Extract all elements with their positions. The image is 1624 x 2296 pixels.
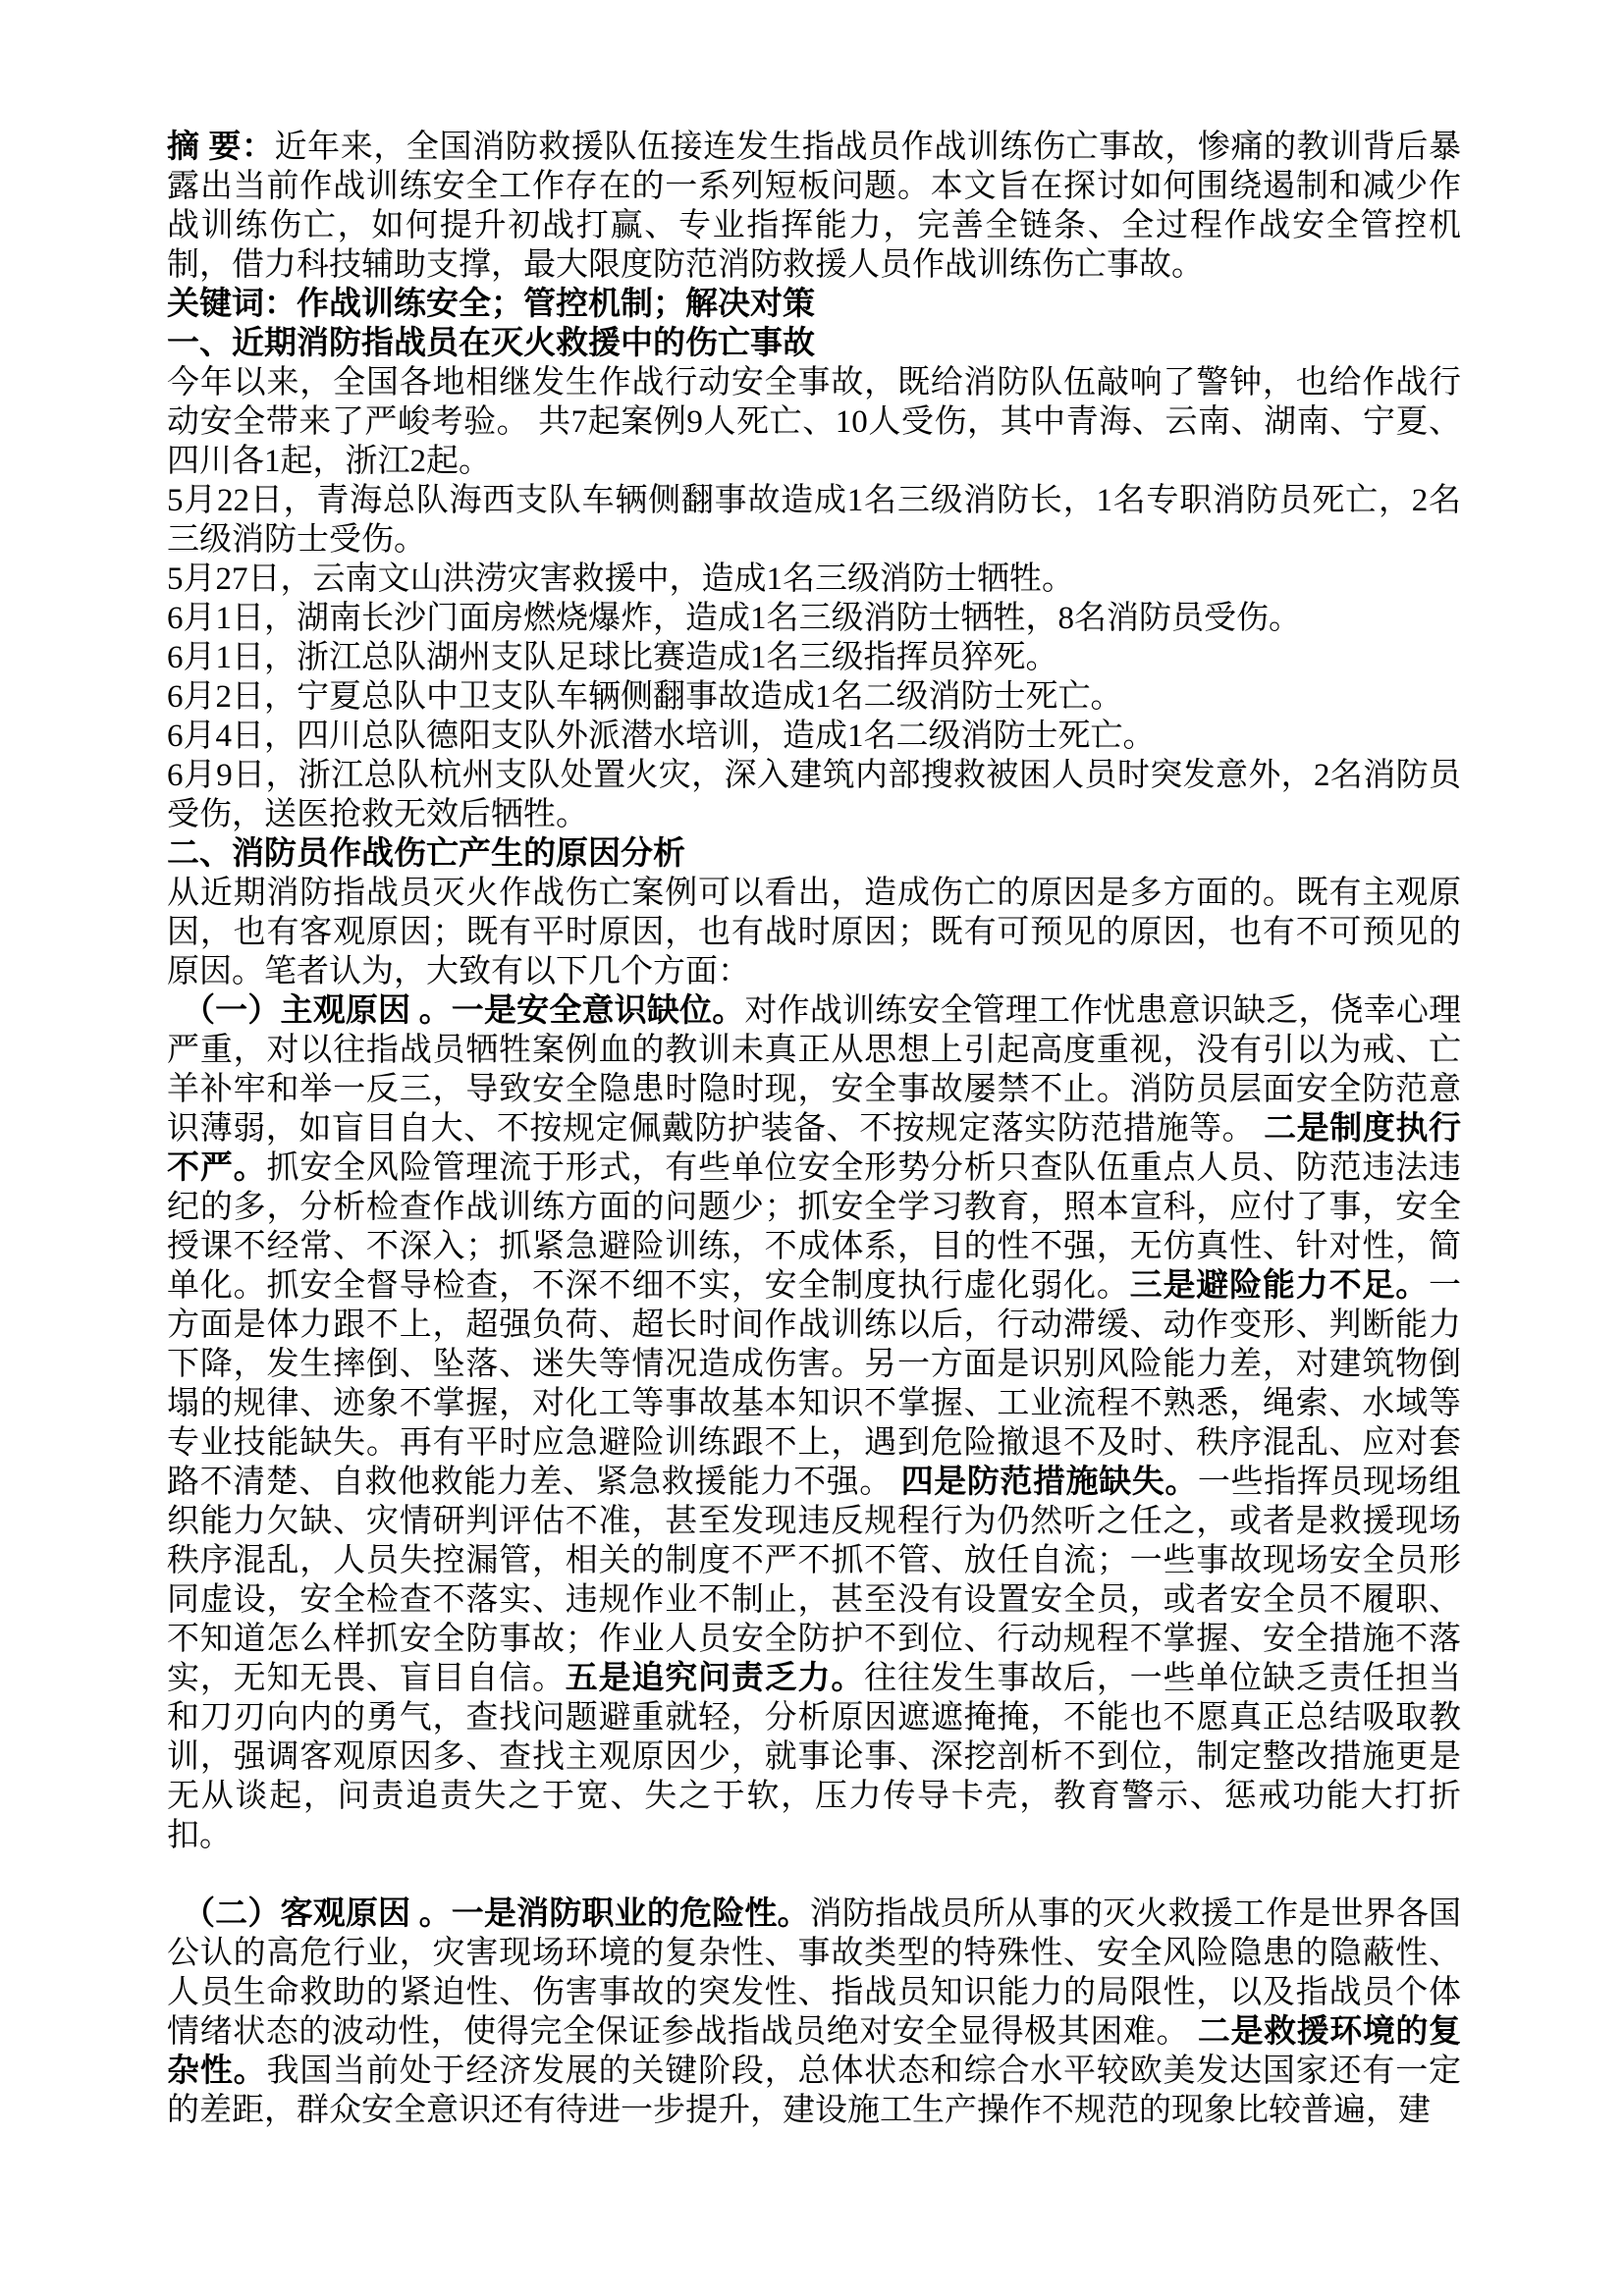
text-run: 6月1日，浙江总队湖州支队足球比赛造成1名三级指挥员猝死。 <box>167 640 1058 675</box>
bold-text-run: 五是追究问责乏力。 <box>565 1661 865 1696</box>
paragraph-keywords <box>167 285 1461 324</box>
text-run: 5月27日，云南文山洪涝灾害救援中，造成1名三级消防士牺牲。 <box>167 561 1074 597</box>
text-run: 6月1日，湖南长沙门面房燃烧爆炸，造成1名三级消防士牺牲，8名消防员受伤。 <box>167 601 1301 636</box>
bold-text-run: 摘 要： <box>167 130 275 165</box>
text-run: 往往发生事故后，一些单位缺乏责任担当和刀刃向内的勇气，查找问题避重就轻，分析原因遮遮掩掩，不能也不愿真正总结吸取教训，强调客观原因多、查找主观原因少，就事论事、深挖剖析不到位，制定整改措施更是无从谈起，问责追责失之于宽、失之于软，压力传导卡壳，教育警示、惩戒功能大打折扣。 <box>167 1661 1462 1853</box>
text-run: 从近期消防指战员灭火作战伤亡案例可以看出，造成伤亡的原因是多方面的。既有主观原因，也有客观原因；既有平时原因，也有战时原因；既有可预见的原因，也有不可预见的原因。笔者认为，大致有以下几个方面： <box>167 876 1461 989</box>
paragraph-section1-overview <box>167 363 1461 481</box>
bold-text-run: 二、消防员作战伤亡产生的原因分析 <box>167 836 685 872</box>
paragraph-analysis-intro <box>167 874 1461 991</box>
paragraph-heading-section-1 <box>167 324 1461 363</box>
text-run: 6月9日，浙江总队杭州支队处置火灾，深入建筑内部搜救被困人员时突发意外，2名消防员受伤，送医抢救无效后牺牲。 <box>167 758 1461 832</box>
bold-text-run: 二是救援环境的复杂性。 <box>167 2014 1462 2089</box>
text-run: 一方面是体力跟不上，超强负荷、超长时间作战训练以后，行动滞缓、动作变形、判断能力下降，发生摔倒、坠落、迷失等情况造成伤害。另一方面是识别风险能力差，对建筑物倒塌的规律、迹象不掌握，对化工等事故基本知识不掌握、工业流程不熟悉，绳索、水域等专业技能缺失。再有平时应急避险训练跟不上，遇到危险撤退不及时、秩序混乱、应对套路不清楚、自救他救能力差、紧急救援能力不强。 <box>167 1268 1462 1500</box>
text-run: 今年以来，全国各地相继发生作战行动安全事故，既给消防队伍敲响了警钟，也给作战行动安全带来了严峻考验。 共7起案例9人死亡、10人受伤，其中青海、云南、湖南、宁夏、四川各1起，浙江2起。 <box>167 365 1461 479</box>
bold-text-run: 四是防范措施缺失。 <box>900 1465 1198 1500</box>
text-run: 近年来，全国消防救援队伍接连发生指战员作战训练伤亡事故，惨痛的教训背后暴露出当前作战训练安全工作存在的一系列短板问题。本文旨在探讨如何围绕遏制和减少作战训练伤亡，如何提升初战打赢、专业指挥能力，完善全链条、全过程作战安全管控机制，借力科技辅助支撑，最大限度防范消防救援人员作战训练伤亡事故。 <box>167 130 1462 283</box>
text-run: 6月2日，宁夏总队中卫支队车辆侧翻事故造成1名二级消防士死亡。 <box>167 679 1123 715</box>
paragraph-heading-section-2 <box>167 834 1461 874</box>
paragraph-abstract <box>167 128 1461 285</box>
paragraph-spacer <box>167 1855 1461 1895</box>
bold-text-run: 一、近期消防指战员在灭火救援中的伤亡事故 <box>167 326 815 361</box>
paragraph-case-june-1-zhejiang <box>167 638 1461 677</box>
paragraph-case-may-27 <box>167 560 1461 599</box>
bold-text-run: 关键词：作战训练安全；管控机制；解决对策 <box>167 287 815 322</box>
text-run: 我国当前处于经济发展的关键阶段，总体状态和综合水平较欧美发达国家还有一定的差距，群众安全意识还有待进一步提升，建设施工生产操作不规范的现象比较普遍，建 <box>167 2054 1462 2128</box>
document-content <box>167 128 1461 2130</box>
paragraph-case-june-2 <box>167 677 1461 717</box>
paragraph-case-june-1-hunan <box>167 599 1461 638</box>
bold-text-run: （一）主观原因 。一是安全意识缺位。 <box>183 993 745 1029</box>
text-run: 抓安全风险管理流于形式，有些单位安全形势分析只查队伍重点人员、防范违法违纪的多，分析检查作战训练方面的问题少；抓安全学习教育，照本宣科，应付了事，安全授课不经常、不深入；抓紧急避险训练，不成体系，目的性不强，无仿真性、针对性，简单化。抓安全督导检查，不深不细不实，安全制度执行虚化弱化。 <box>167 1150 1462 1304</box>
bold-text-run: （二）客观原因 。一是消防职业的危险性。 <box>183 1896 810 1932</box>
paragraph-subjective-reasons <box>167 991 1461 1855</box>
text-run: 一些指挥员现场组织能力欠缺、灾情研判评估不准，甚至发现违反规程行为仍然听之任之，或者是救援现场秩序混乱，人员失控漏管，相关的制度不严不抓不管、放任自流；一些事故现场安全员形同虚设，安全检查不落实、违规作业不制止，甚至没有设置安全员，或者安全员不履职、不知道怎么样抓安全防事故；作业人员安全防护不到位、行动规程不掌握、安全措施不落实，无知无畏、盲目自信。 <box>167 1465 1462 1696</box>
text-run: 消防指战员所从事的灭火救援工作是世界各国公认的高危行业，灾害现场环境的复杂性、事故类型的特殊性、安全风险隐患的隐蔽性、人员生命救助的紧迫性、伤害事故的突发性、指战员知识能力的局限性，以及指战员个体情绪状态的波动性，使得完全保证参战指战员绝对安全显得极其困难。 <box>167 1896 1462 2050</box>
text-run: 6月4日，四川总队德阳支队外派潜水培训，造成1名二级消防士死亡。 <box>167 719 1156 754</box>
paragraph-case-june-4 <box>167 717 1461 756</box>
text-run: 对作战训练安全管理工作忧患意识缺乏，侥幸心理严重，对以往指战员牺牲案例血的教训未真正从思想上引起高度重视，没有引以为戒、亡羊补牢和举一反三，导致安全隐患时隐时现，安全事故屡禁不止。消防员层面安全防范意识薄弱，如盲目自大、不按规定佩戴防护装备、不按规定落实防范措施等。 <box>167 993 1462 1147</box>
text-run: 5月22日，青海总队海西支队车辆侧翻事故造成1名三级消防长，1名专职消防员死亡，2名三级消防士受伤。 <box>167 483 1461 558</box>
paragraph-case-may-22 <box>167 481 1461 560</box>
paragraph-case-june-9 <box>167 756 1461 834</box>
bold-text-run: 三是避险能力不足。 <box>1129 1268 1430 1304</box>
paragraph-objective-reasons <box>167 1895 1461 2130</box>
bold-text-run: 二是制度执行不严。 <box>167 1111 1462 1186</box>
